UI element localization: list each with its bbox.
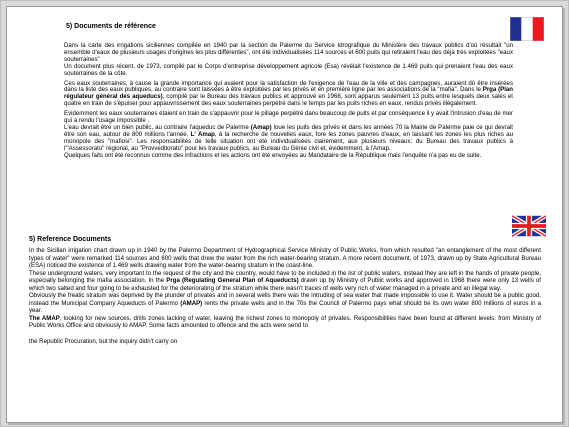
french-section-heading: 5) Documents de référence	[66, 23, 156, 30]
french-paragraph: Quelques faits ont été reconnus comme des infractions et les actions ont été envoyées au Mandataire de la République mais l'enquête n'a pas eu de suite.	[64, 151, 482, 159]
french-flag-icon	[510, 17, 544, 41]
french-paragraph: Evidemment les eaux souterraines étaient en train de s'appauvrir pour le pillage perpétré dans beaucoup de puits et par conséquence il y avait l'intrusion d'eau de mer qui a rendu l'usage impossible .	[64, 110, 513, 125]
french-paragraph: Un document plus récent, de 1973, compilé par le Corps d'entreprise développement agricole (Esa) révélait l'existence de 1.469 puits qui prenaient l'eau des eaux souterraines de la côte.	[64, 62, 513, 77]
uk-flag-icon	[512, 215, 546, 237]
english-paragraph: These underground waters, very important to the request of the city and the country, would have to be included in the list of public waters, instead they are left in the hands of private people, especially belonging the mafia association. In the Prga (Regulating General Plan of Aqueducts) drawn up by Ministry of Public works and approved in 1968 there were only 13 wells of which two salted and four going to be exhausted for the deteriorating of the stratum while there wasn't traces of wells very rich of water managed in a private and an illegal way.	[29, 269, 541, 292]
french-paragraph: L'eau devrait être un bien public, au contraire l'aqueduc de Palerme (Amap) loue les puits des privés et dans les années 70 la Mairie de Palerme paie ce qui devrait être son eau, autour de 800 millions l'année. L' Amap, à la recherche de nouvelles eaux, fore les zones pauvres d'eaux, en laissant les zones les plus riches au monopole des "mafiosi". Les responsabilités de telle situation ont été individualisées clairement, aux plusieurs niveaux: du Bureau des travaux publics à l'"Assessorato" régional, au "Provveditorato" pour les travaux publics, au Bureau du Génie civil et, évidemment, à l'Amap.	[64, 123, 514, 152]
english-paragraph: Obviously the freatic stratum was deprived by the plunder of privates and in several wells there was the intruding of sea water that made impossible to use it. Water should be a public good, instead the Municipal Company Aqueducts of Palermo (AMAP) rents the private wells and in the 70s the Council of Palermo pays what should be its own water 800 millions of euros in a year.	[29, 292, 542, 314]
french-paragraph: Dans la carte des irrigations siciliennes compilée en 1940 par la section de Palerme du Service Idrografique du Ministère des travaux publics d'où résultait "un ensemble d'eaux de plusieurs usages d'origines les plus différentes", ont été individualisées 114 sources et 600 puits qui retiraient l'eau des déjà très exploitées "eaux souterraines"	[64, 42, 513, 63]
french-paragraph: Ces eaux souterraines, à cause la grande importance qui avaient pour la satisfaction de l'exigence de l'eau de la ville et des campagnes, auraient dû être insérées dans la liste des eaux publiques, au contraire sont laissées à être exploitées par les privés et en première ligne par les associations de la "mafia". Dans le Prga (Plan régulateur général des aqueducs), compilé par le Bureau des travaux publics et approuvé en 1968, sont apparus seulement 13 puits entre lesquels deux salés et quatre en train de s'épuiser pour appauvrissement des eaux souterraines perpétré dans le temps par les puits riches en eaux, rendus privés illégalement.	[64, 79, 514, 108]
english-paragraph: The AMAP, looking for new sources, drills zones lacking of water, leaving the richest zones to monopoly of privates. Responsibilities have been found at different levels: from Ministry of Public Works Office and obviously to AMAP. Some facts amounted to offence and the acts were send to	[29, 314, 541, 329]
english-body-text	[29, 247, 541, 345]
english-section-heading: 5) Reference Documents	[29, 236, 112, 243]
french-body-text	[64, 43, 513, 160]
english-paragraph: In the Sicilian irrigation chart drawn up in 1940 by the Palermo Department of Hydrographical Service Ministry of Public Works, from which resulted "an entanglement of the most different types of water" were remarked 114 sources and 600 wells that drew the water from the rich water-bearing stratum. A more recent document, of 1973, drawn up by State Agricultural Bureau (ESA) noticed the existence of 1.469 wells drawing water from the water-bearing stratum in the coast-line.	[29, 247, 541, 269]
document-page	[6, 6, 563, 423]
english-paragraph: the Republic Procuration, but the inquiry didn't carry on	[29, 337, 178, 345]
